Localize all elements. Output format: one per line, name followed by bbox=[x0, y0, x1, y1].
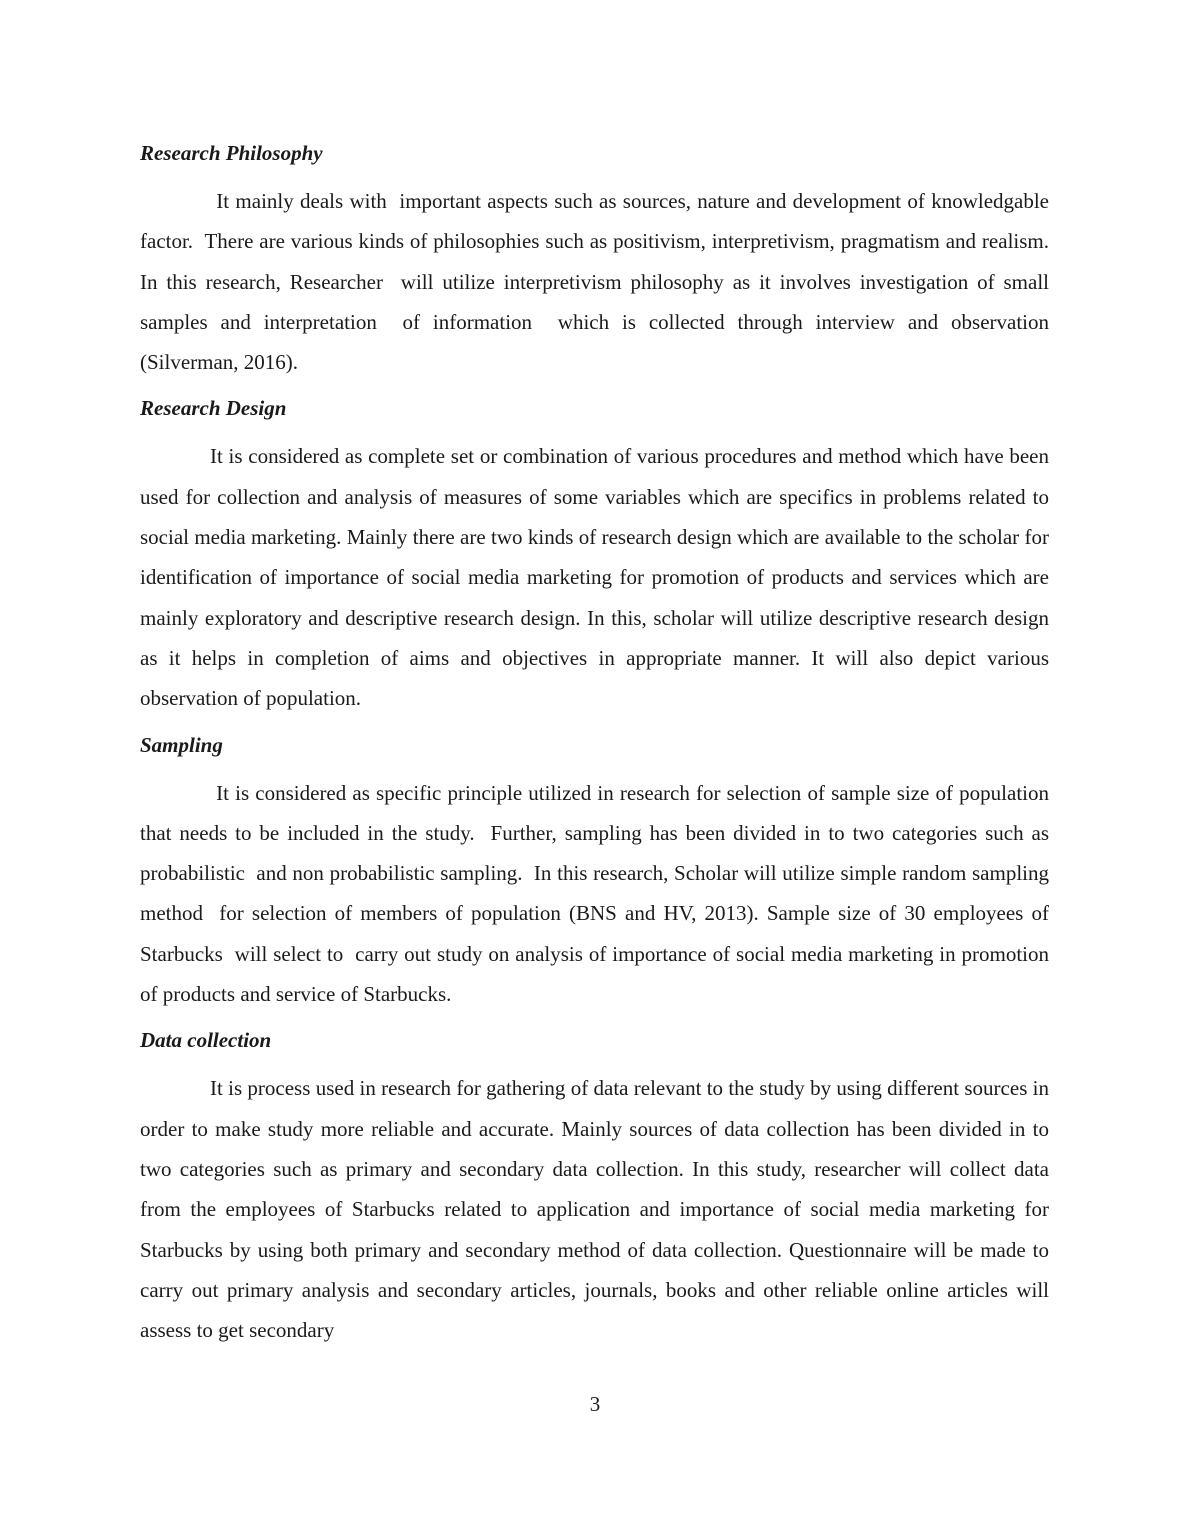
section-heading: Data collection bbox=[140, 1028, 272, 1053]
section-paragraph: It is considered as specific principle utilized in research for selection of sample size of population that needs to be included in the study. Further, sampling has been divided in to two categories such as probabilistic and non probabilistic sampling. In this research, Scholar will utilize simple random sampling method for selection of members of population (BNS and HV, 2013). Sample size of 30 employees of Starbucks will select to carry out study on analysis of importance of social media marketing in promotion of products and service of Starbucks. bbox=[140, 780, 1060, 1007]
section-research-philosophy bbox=[140, 137, 1055, 382]
section-paragraph: It is considered as complete set or combination of various procedures and method which have been used for collection and analysis of measures of some variables which are specifics in problems related to social media marketing. Mainly there are two kinds of research design which are available to the scholar for identification of importance of social media marketing for promotion of products and services which are mainly exploratory and descriptive research design. In this, scholar will utilize descriptive research design as it helps in completion of aims and objectives in appropriate manner. It will also depict various observation of population. bbox=[140, 444, 1049, 711]
section-data-collection bbox=[140, 1024, 1049, 1350]
section-paragraph: It mainly deals with important aspects such as sources, nature and development of knowledgable factor. There are various kinds of philosophies such as positivism, interpretivism, pragmatism and realism. In this research, Researcher will utilize interpretivism philosophy as it involves investigation of small samples and interpretation of information which is collected through interview and observation (Silverman, 2016). bbox=[140, 189, 1055, 375]
section-heading: Research Design bbox=[140, 396, 287, 421]
section-sampling bbox=[140, 729, 1060, 1015]
section-research-design bbox=[140, 392, 1049, 718]
page-number: 3 bbox=[589, 1392, 601, 1416]
page-content bbox=[140, 137, 1060, 1360]
section-paragraph: It is process used in research for gathering of data relevant to the study by using different sources in order to make study more reliable and accurate. Mainly sources of data collection has been divided in to two categories such as primary and secondary data collection. In this study, researcher will collect data from the employees of Starbucks related to application and importance of social media marketing for Starbucks by using both primary and secondary method of data collection. Questionnaire will be made to carry out primary analysis and secondary articles, journals, books and other reliable online articles will assess to get secondary bbox=[140, 1076, 1049, 1343]
section-heading: Sampling bbox=[140, 732, 223, 757]
section-heading: Research Philosophy bbox=[140, 141, 323, 165]
